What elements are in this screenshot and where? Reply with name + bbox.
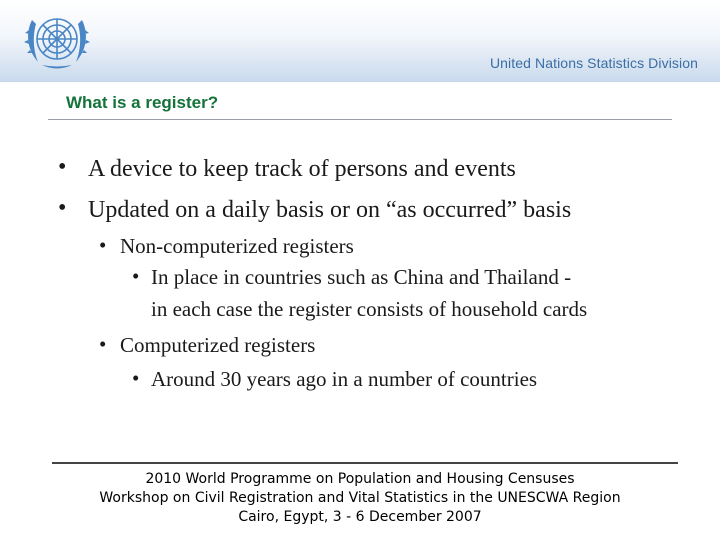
slide-title: What is a register? [66, 93, 219, 112]
footer-line-1: 2010 World Programme on Population and Housing Censuses [145, 471, 575, 487]
sub-bullet-marker: • [99, 332, 107, 356]
sub-sub-bullet-continuation: in each case the register consists of household cards [151, 297, 588, 321]
sub-bullet-item: Non-computerized registers [120, 234, 354, 258]
sub-sub-bullet-marker: • [132, 264, 140, 288]
sub-sub-bullet-marker: • [132, 366, 140, 390]
footer [0, 470, 720, 527]
bullet-item: Updated on a daily basis or on “as occurred” basis [88, 197, 572, 223]
org-name: United Nations Statistics Division [489, 55, 698, 71]
footer-line-3: Cairo, Egypt, 3 - 6 December 2007 [238, 509, 482, 525]
un-emblem-icon [20, 8, 94, 74]
title-divider [48, 119, 672, 120]
sub-sub-bullet-item: In place in countries such as China and Thailand - [151, 265, 572, 289]
sub-bullet-marker: • [99, 233, 107, 257]
bullet-item: A device to keep track of persons and events [88, 156, 516, 182]
sub-sub-bullet-item: Around 30 years ago in a number of countries [151, 367, 538, 391]
footer-line-2: Workshop on Civil Registration and Vital Statistics in the UNESCWA Region [99, 490, 621, 506]
bullet-marker: • [58, 154, 67, 180]
bullet-marker: • [58, 195, 67, 221]
sub-bullet-item: Computerized registers [120, 333, 316, 357]
footer-divider [52, 462, 678, 464]
